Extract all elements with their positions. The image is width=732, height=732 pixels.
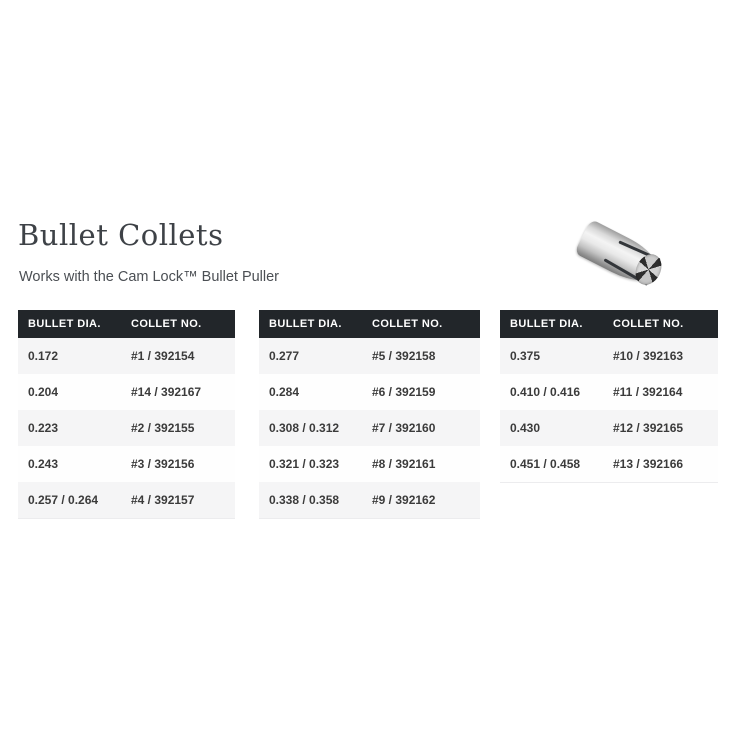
collet-no-value: #10 / 392163 [613,349,684,363]
collet-no-value: #7 / 392160 [372,421,436,435]
table-row [259,446,480,482]
column-header-bullet-dia: BULLET DIA. [510,318,583,330]
table-row [259,374,480,410]
collet-no-value: #3 / 392156 [131,457,195,471]
bullet-dia-value: 0.204 [28,385,59,399]
bullet-dia-value: 0.321 / 0.323 [269,457,340,471]
table-header [259,310,480,338]
collet-no-value: #13 / 392166 [613,457,684,471]
column-header-bullet-dia: BULLET DIA. [28,318,101,330]
collet-no-value: #4 / 392157 [131,493,195,507]
collet-product-image [566,208,682,308]
page-title: Bullet Collets [18,218,224,252]
collet-body [574,219,666,291]
table-row [500,446,718,482]
table-row [18,482,235,518]
collet-no-value: #11 / 392164 [613,385,683,399]
collet-table-3 [500,310,718,483]
bullet-dia-value: 0.284 [269,385,300,399]
bullet-dia-value: 0.338 / 0.358 [269,493,340,507]
collet-no-value: #9 / 392162 [372,493,436,507]
bullet-dia-value: 0.257 / 0.264 [28,493,99,507]
table-header [18,310,235,338]
collet-no-value: #8 / 392161 [372,457,436,471]
collet-no-value: #5 / 392158 [372,349,436,363]
collet-no-value: #2 / 392155 [131,421,195,435]
table-body [259,338,480,519]
collet-no-value: #12 / 392165 [613,421,684,435]
bullet-dia-value: 0.375 [510,349,541,363]
table-row [500,410,718,446]
column-header-bullet-dia: BULLET DIA. [269,318,342,330]
collet-no-value: #1 / 392154 [131,349,195,363]
bullet-dia-value: 0.451 / 0.458 [510,457,581,471]
bullet-dia-value: 0.223 [28,421,59,435]
bullet-dia-value: 0.243 [28,457,59,471]
collet-table-2 [259,310,480,519]
table-row [18,374,235,410]
bullet-dia-value: 0.430 [510,421,541,435]
bullet-dia-value: 0.410 / 0.416 [510,385,581,399]
table-row [259,410,480,446]
bullet-dia-value: 0.308 / 0.312 [269,421,340,435]
table-row [18,410,235,446]
collet-nose-face [631,250,667,289]
table-row [18,338,235,374]
collet-table-1 [18,310,235,519]
bullet-dia-value: 0.277 [269,349,300,363]
table-body [18,338,235,519]
table-row [259,482,480,518]
table-row [500,338,718,374]
page-subtitle: Works with the Cam Lock™ Bullet Puller [19,269,280,285]
collet-no-value: #6 / 392159 [372,385,436,399]
table-header [500,310,718,338]
column-header-collet-no: COLLET NO. [613,318,684,330]
table-row [18,446,235,482]
table-row [259,338,480,374]
collet-no-value: #14 / 392167 [131,385,202,399]
table-body [500,338,718,483]
table-row [500,374,718,410]
column-header-collet-no: COLLET NO. [372,318,443,330]
column-header-collet-no: COLLET NO. [131,318,202,330]
bullet-dia-value: 0.172 [28,349,59,363]
